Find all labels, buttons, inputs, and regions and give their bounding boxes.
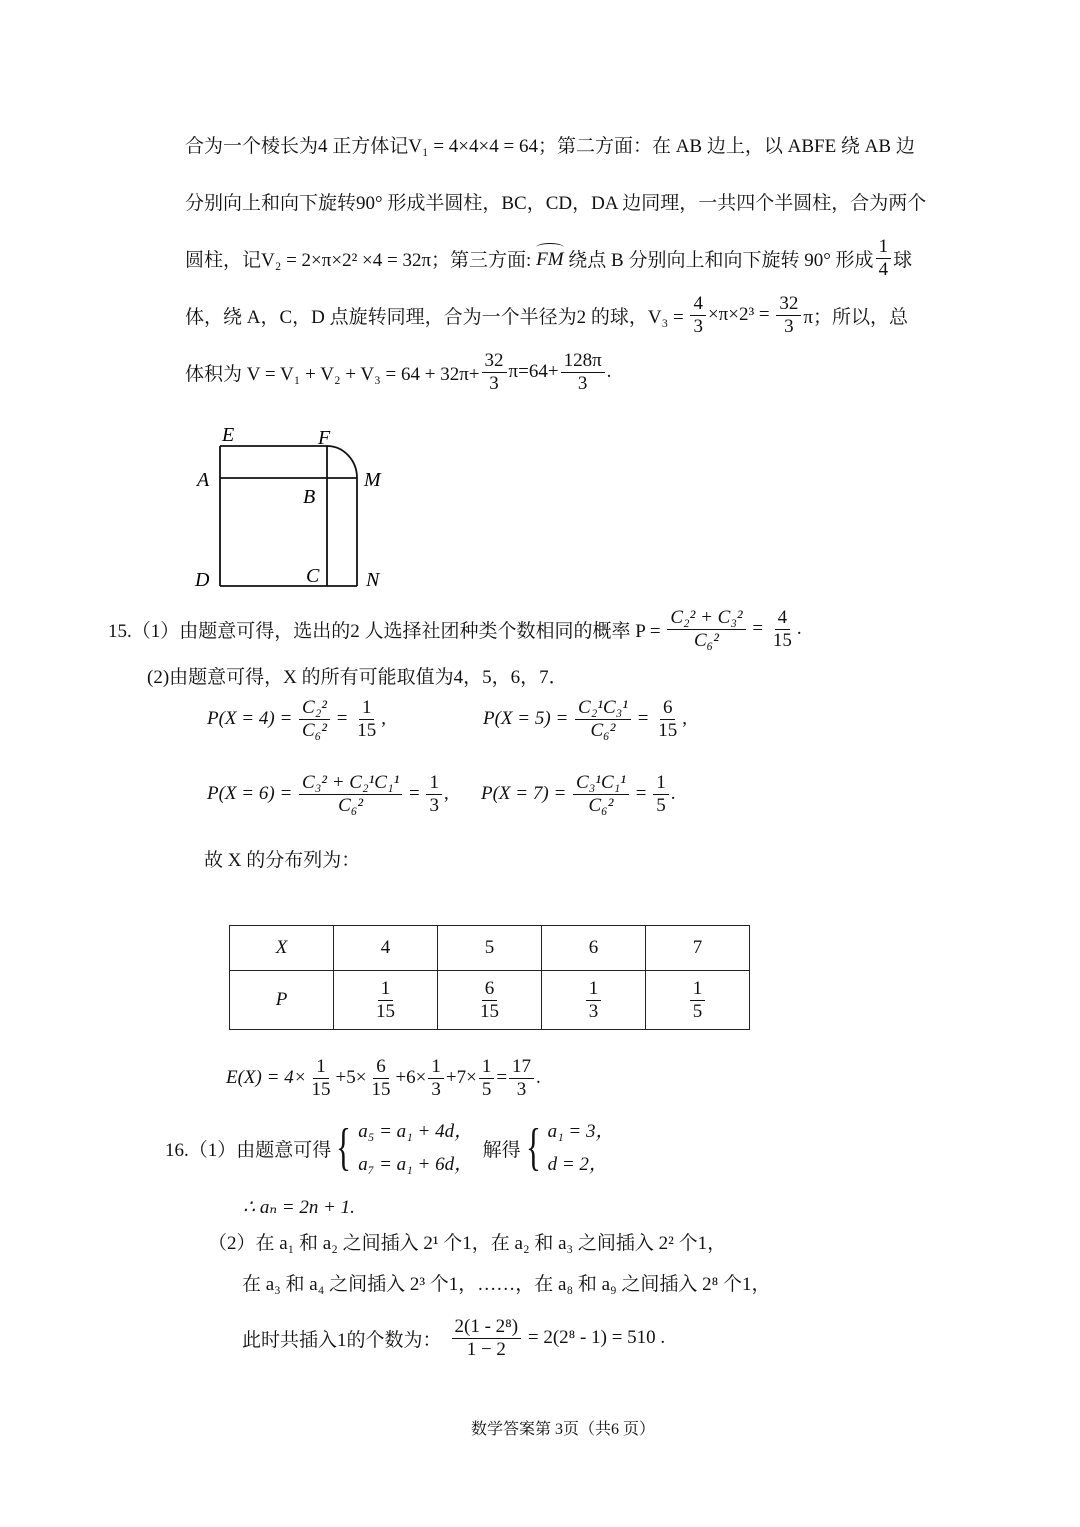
table-cell (438, 971, 542, 1030)
text: P(X = 5) = (483, 708, 574, 729)
table-cell: 7 (646, 926, 750, 971)
numerator: C₃¹C₁¹ (573, 772, 629, 795)
text: +7× (445, 1067, 477, 1088)
table-cell (542, 971, 646, 1030)
text: . (796, 618, 802, 639)
text: = (630, 783, 652, 804)
label-a: A (197, 469, 210, 491)
table-row (230, 971, 750, 1030)
numerator: 17 (509, 1056, 534, 1079)
text: . (670, 783, 676, 804)
numerator: 1 (690, 978, 706, 1001)
label-f: F (318, 427, 331, 449)
text: P(X = 7) = (481, 783, 572, 804)
text: E(X) = 4× (226, 1067, 307, 1088)
text: +6× (395, 1067, 427, 1088)
text: 球 (893, 249, 913, 271)
text: 绕点 B 分别向上和向下旋转 90° 形成 (563, 249, 874, 271)
text: π=64+ (508, 361, 559, 382)
numerator: C₂² (299, 697, 330, 720)
fraction (667, 607, 745, 652)
denominator: 3 (588, 1000, 599, 1022)
text: (2)由题意可得，X 的所有可能取值为4，5，6，7． (147, 666, 568, 688)
fraction (299, 697, 330, 742)
brace-icon: { (525, 1119, 541, 1176)
label-c: C (306, 565, 320, 587)
table-cell: 4 (334, 926, 438, 971)
fraction (428, 1056, 444, 1101)
equation: a₅ = a₁ + 4d， (358, 1120, 474, 1142)
page-footer: 数学答案第 3页（共6 页） (470, 1421, 655, 1438)
fraction (452, 1316, 522, 1361)
numerator: 4 (690, 293, 706, 316)
fraction (479, 1056, 495, 1101)
equation: a₁ = 3， (547, 1120, 615, 1142)
q16-part2-line-2 (242, 1262, 771, 1302)
denominator: 15 (357, 719, 377, 741)
fraction (655, 697, 680, 742)
text: 体积为 V = V₁ + V₂ + V₃ = 64 + 32π+ (185, 363, 480, 385)
equation: d = 2， (547, 1154, 608, 1175)
text: 圆柱，记V₂ = 2×π×2² ×4 = 32π；第三方面: (185, 249, 537, 271)
denominator: 15 (658, 719, 678, 741)
text: = (496, 1067, 508, 1088)
brace-icon: { (336, 1119, 352, 1176)
text: ∴ aₙ = 2n + 1. (243, 1196, 355, 1218)
prob-x7 (481, 771, 676, 816)
label-d: D (195, 569, 210, 591)
text: 此时共插入1的个数为： (242, 1329, 442, 1351)
denominator: 15 (480, 1000, 499, 1022)
denominator: C₆² (590, 719, 616, 741)
denominator: 15 (311, 1078, 331, 1100)
fraction (509, 1056, 534, 1101)
numerator: C₂¹C₃¹ (575, 697, 631, 720)
numerator: 1 (876, 236, 892, 259)
prob-x5 (483, 696, 687, 741)
numerator: 32 (482, 350, 507, 373)
numerator: 1 (359, 697, 375, 720)
text: P(X = 4) = (207, 708, 298, 729)
fraction (573, 772, 629, 817)
dist-label (204, 838, 360, 878)
q15-line-2 (147, 655, 568, 695)
text: 解得 (473, 1139, 521, 1161)
q16-part2-line-1 (208, 1221, 726, 1261)
solution-system (521, 1115, 615, 1182)
denominator: 3 (693, 315, 703, 337)
denominator: C₆² (693, 629, 719, 651)
denominator: 3 (516, 1078, 527, 1100)
numerator: 1 (479, 1056, 495, 1079)
fraction (426, 772, 442, 817)
denominator: 5 (656, 794, 666, 816)
text: , (443, 783, 449, 804)
text: = (332, 708, 353, 729)
q16-part2-line-3 (242, 1315, 666, 1360)
numerator: 1 (426, 772, 442, 795)
text: ×π×2³ = (707, 304, 775, 325)
table-cell (646, 971, 750, 1030)
text: = (747, 618, 768, 639)
table-cell: X (230, 926, 334, 971)
fraction (354, 697, 379, 742)
text: 体，绕 A，C，D 点旋转同理，合为一个半径为2 的球，V₃ = (185, 306, 689, 328)
q16-line-1 (165, 1119, 615, 1176)
denominator: 1 − 2 (466, 1338, 506, 1360)
text: , (682, 708, 687, 729)
q15-line-1 (108, 606, 802, 651)
arc-fm: FM (536, 245, 563, 271)
denominator: 15 (376, 1000, 395, 1022)
numerator: 1 (313, 1056, 329, 1079)
numerator: 6 (482, 978, 498, 1001)
numerator: 128π (561, 350, 605, 373)
fraction (770, 607, 795, 652)
text: = (632, 708, 654, 729)
text: 15.（1）由题意可得，选出的2 人选择社团种类个数相同的概率 P = (108, 620, 666, 642)
text: π；所以，总 (803, 306, 908, 328)
numerator: 2(1 - 2⁸) (452, 1316, 522, 1339)
prob-x6 (207, 771, 449, 816)
text: = (404, 783, 425, 804)
label-b: B (303, 486, 316, 508)
denominator: 3 (784, 315, 794, 337)
fraction (368, 1056, 393, 1101)
label-n: N (366, 569, 380, 591)
text: . (536, 1067, 541, 1088)
denominator: 5 (692, 1000, 703, 1022)
numerator: 1 (428, 1056, 444, 1079)
numerator: C₃² + C₂¹C₁¹ (299, 772, 402, 795)
denominator: 3 (431, 1078, 441, 1100)
denominator: 3 (577, 372, 588, 394)
geometry-figure (0, 0, 1080, 620)
denominator: 15 (772, 629, 792, 651)
text: P(X = 6) = (207, 783, 298, 804)
arc-fm (327, 446, 357, 478)
text: +5× (335, 1067, 367, 1088)
table-cell (334, 971, 438, 1030)
text: 合为一个棱长为4 正方体记V₁ = 4×4×4 = 64；第二方面：在 AB 边上，以 ABFE 绕 AB 边 (185, 135, 915, 157)
numerator: 6 (660, 697, 676, 720)
text: = 2(2⁸ - 1) = 510 . (523, 1327, 666, 1348)
text: , (381, 708, 386, 729)
expectation-line (226, 1055, 541, 1100)
numerator: 1 (586, 978, 602, 1001)
denominator: C₆² (302, 719, 327, 741)
table-cell: 6 (542, 926, 646, 971)
text: （2）在 a₁ 和 a₂ 之间插入 2¹ 个1，在 a₂ 和 a₃ 之间插入 2² 个1， (208, 1232, 727, 1254)
denominator: 4 (878, 258, 889, 280)
prob-x4 (207, 696, 386, 741)
fraction (309, 1056, 334, 1101)
denominator: 5 (481, 1078, 492, 1100)
numerator: 32 (776, 293, 801, 316)
label-m: M (364, 469, 381, 491)
fraction (575, 697, 631, 742)
text: 分别向上和向下旋转90° 形成半圆柱，BC，CD，DA 边同理，一共四个半圆柱，合为两个 (185, 192, 927, 214)
distribution-table (229, 925, 750, 1030)
equation: a₇ = a₁ + 6d， (358, 1154, 474, 1175)
table-cell: P (230, 971, 334, 1030)
denominator: 3 (489, 372, 499, 394)
text: 故 X 的分布列为： (204, 849, 361, 871)
fraction (299, 772, 402, 817)
table-cell: 5 (438, 926, 542, 971)
fraction (653, 772, 669, 817)
numerator: 1 (378, 978, 394, 1001)
numerator: 6 (373, 1056, 389, 1079)
numerator: 1 (653, 772, 669, 795)
equation-system (331, 1115, 473, 1182)
numerator: 4 (775, 607, 791, 630)
numerator: C₂² + C₃² (667, 607, 745, 630)
table-header-row (230, 926, 750, 971)
text: . (606, 361, 612, 382)
label-e: E (222, 424, 235, 446)
denominator: C₆² (338, 794, 364, 816)
denominator: 15 (371, 1078, 391, 1100)
text: 在 a₃ 和 a₄ 之间插入 2³ 个1，……，在 a₈ 和 a₉ 之间插入 2⁸ 个1， (242, 1273, 771, 1295)
denominator: 3 (429, 794, 439, 816)
text: 16.（1）由题意可得 (165, 1139, 332, 1161)
denominator: C₆² (588, 794, 614, 816)
